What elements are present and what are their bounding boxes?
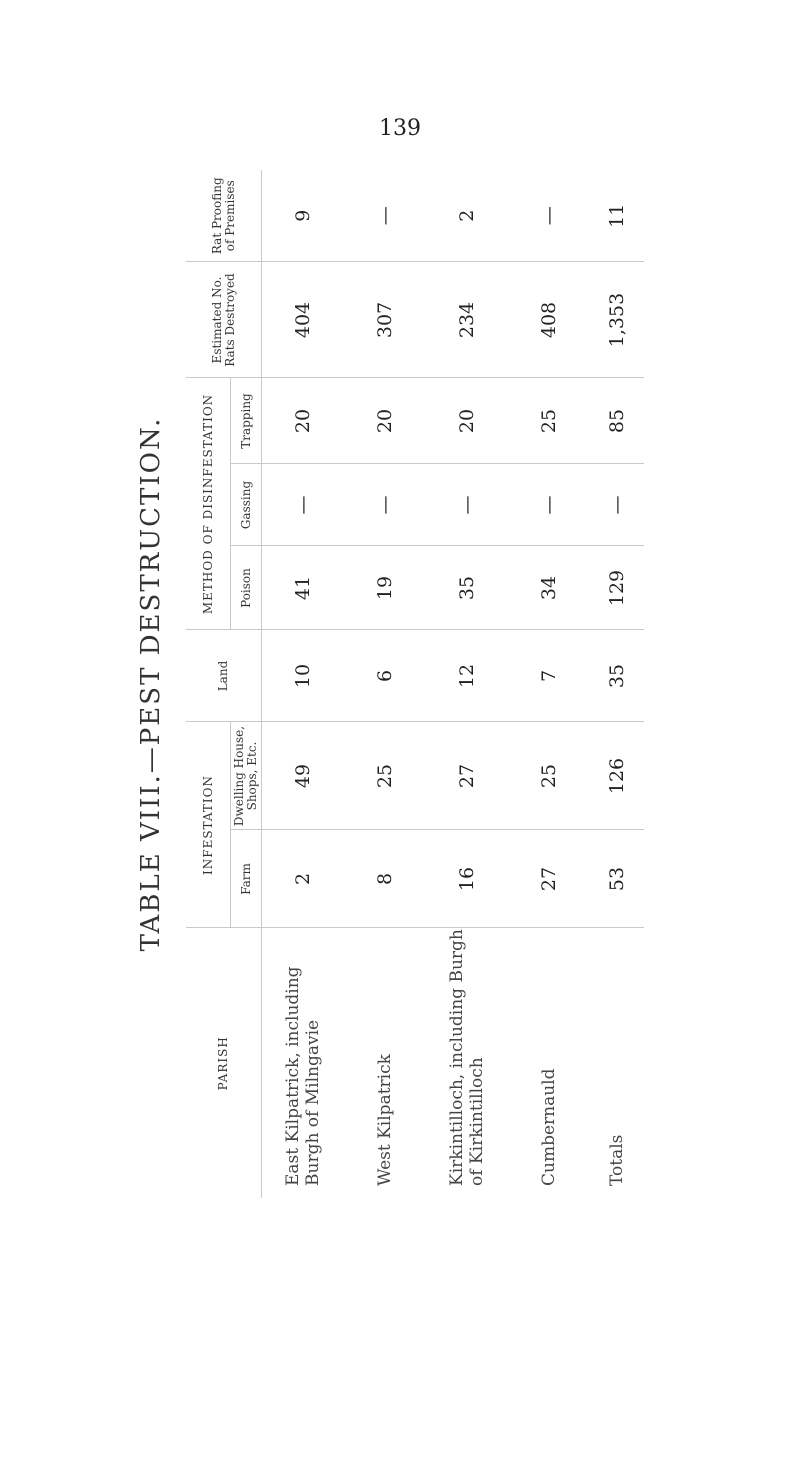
parish-cell: Totals xyxy=(590,928,644,1198)
parish-cell: West Kilpatrick xyxy=(344,928,426,1198)
farm-cell: 2 xyxy=(262,830,345,928)
estimated-cell: 404 xyxy=(262,262,345,378)
totals-row xyxy=(590,170,644,1198)
page-number: 139 xyxy=(379,116,421,141)
dwelling-cell: 25 xyxy=(344,722,426,830)
dwelling-cell: 49 xyxy=(262,722,345,830)
poison-cell: 41 xyxy=(262,546,345,630)
table-row xyxy=(508,170,590,1198)
land-header: Land xyxy=(186,630,262,722)
gassing-cell: — xyxy=(426,464,508,546)
estimated-header: Estimated No. Rats Destroyed xyxy=(186,262,262,378)
farm-cell: 27 xyxy=(508,830,590,928)
land-cell: 7 xyxy=(508,630,590,722)
trapping-cell: 20 xyxy=(262,378,345,464)
rat-proofing-cell: — xyxy=(538,206,560,226)
table-row xyxy=(262,170,345,1198)
trapping-cell: 20 xyxy=(426,378,508,464)
land-cell: 35 xyxy=(590,630,644,722)
infestation-header: INFESTATION xyxy=(186,722,231,928)
parish-cell: East Kilpatrick, including Burgh of Milngavie xyxy=(262,928,345,1198)
estimated-cell: 1,353 xyxy=(590,262,644,378)
gassing-cell: — xyxy=(590,464,644,546)
table-row xyxy=(344,170,426,1198)
poison-cell: 129 xyxy=(590,546,644,630)
land-cell: 10 xyxy=(262,630,345,722)
estimated-cell: 307 xyxy=(344,262,426,378)
land-cell: 6 xyxy=(344,630,426,722)
gassing-cell: — xyxy=(262,464,345,546)
method-header: METHOD OF DISINFESTATION xyxy=(186,378,231,630)
rotated-table-region xyxy=(136,170,628,1198)
rat-proofing-cell: 11 xyxy=(606,203,628,228)
pest-destruction-table xyxy=(186,170,644,1198)
gassing-header: Gassing xyxy=(231,464,262,546)
rat-proofing-header: Rat Proofing of Premises xyxy=(186,170,262,262)
dwelling-cell: 27 xyxy=(426,722,508,830)
parish-cell: Kirkintilloch, including Burgh of Kirkintilloch xyxy=(426,928,508,1198)
dwelling-cell: 126 xyxy=(590,722,644,830)
table-title: TABLE VIII.—PEST DESTRUCTION. xyxy=(136,416,166,952)
rat-proofing-cell: 9 xyxy=(292,209,314,222)
dwelling-header: Dwelling House, Shops, Etc. xyxy=(231,722,262,830)
rat-proofing-cell: — xyxy=(374,206,396,226)
trapping-cell: 25 xyxy=(508,378,590,464)
estimated-cell: 408 xyxy=(508,262,590,378)
farm-cell: 16 xyxy=(426,830,508,928)
poison-cell: 35 xyxy=(426,546,508,630)
estimated-cell: 234 xyxy=(426,262,508,378)
parish-cell: Cumbernauld xyxy=(508,928,590,1198)
rat-proofing-cell: 2 xyxy=(456,209,478,222)
poison-cell: 34 xyxy=(508,546,590,630)
dwelling-cell: 25 xyxy=(508,722,590,830)
farm-cell: 8 xyxy=(344,830,426,928)
trapping-cell: 20 xyxy=(344,378,426,464)
poison-header: Poison xyxy=(231,546,262,630)
farm-cell: 53 xyxy=(590,830,644,928)
gassing-cell: — xyxy=(508,464,590,546)
land-cell: 12 xyxy=(426,630,508,722)
table-row xyxy=(426,170,508,1198)
parish-header: PARISH xyxy=(186,928,262,1198)
trapping-header: Trapping xyxy=(231,378,262,464)
trapping-cell: 85 xyxy=(590,378,644,464)
poison-cell: 19 xyxy=(344,546,426,630)
farm-header: Farm xyxy=(231,830,262,928)
gassing-cell: — xyxy=(344,464,426,546)
